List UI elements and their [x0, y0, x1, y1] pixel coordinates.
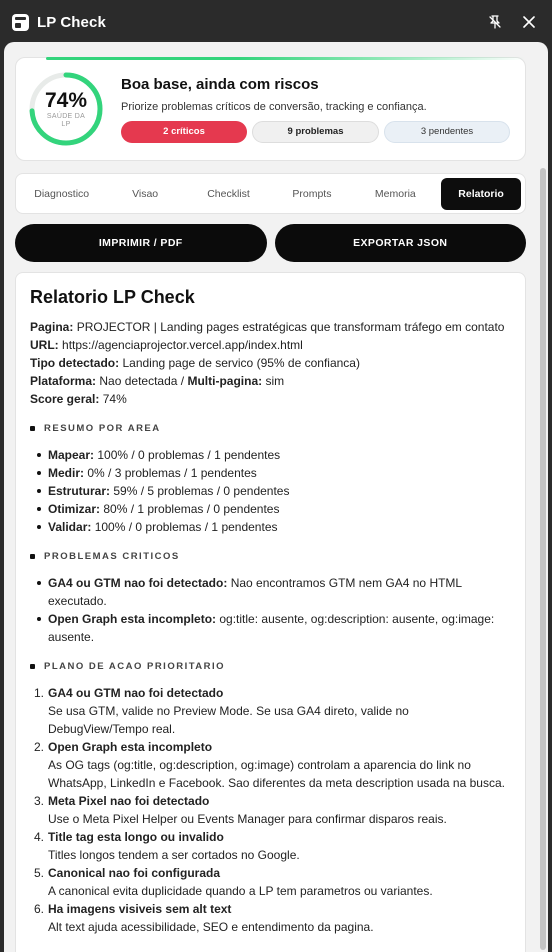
- list-item: 2. Open Graph esta incompleto As OG tags (og:title, og:description, og:image) controlam a aparencia do link no WhatsApp, LinkedIn e Facebook. Sao diferentes da meta description usada na busca.: [34, 740, 505, 790]
- scroll-content: [4, 42, 536, 952]
- score-subtitle: Priorize problemas críticos de conversão, tracking e confiança.: [121, 100, 427, 113]
- health-ring: [28, 71, 104, 147]
- tab-diagnostico[interactable]: Diagnostico: [34, 187, 90, 200]
- meta-score: Score geral: 74%: [30, 392, 127, 406]
- section-bullet-icon: [30, 426, 35, 431]
- list-item: Medir: 0% / 3 problemas / 1 pendentes: [34, 464, 511, 482]
- health-label: SAÚDE DA LP: [46, 113, 86, 128]
- meta-url: URL: https://agenciaprojector.vercel.app/index.html: [30, 338, 303, 352]
- section-bullet-icon: [30, 664, 35, 669]
- unpin-button[interactable]: [484, 11, 506, 33]
- print-pdf-button[interactable]: IMPRIMIR / PDF: [15, 224, 267, 262]
- title-bar: [0, 0, 552, 44]
- report-title: Relatorio LP Check: [30, 287, 195, 307]
- list-item: 6. Ha imagens visiveis sem alt text Alt text ajuda acessibilidade, SEO e entendimento da pagina.: [34, 902, 374, 934]
- list-item: Otimizar: 80% / 1 problemas / 0 pendentes: [34, 500, 511, 518]
- meta-platform: Plataforma: Nao detectada / Multi-pagina: sim: [30, 374, 285, 388]
- tab-bar: [15, 173, 526, 214]
- problems-badge[interactable]: 9 problemas: [252, 121, 379, 143]
- action-plan-list: [30, 684, 511, 936]
- export-json-button[interactable]: EXPORTAR JSON: [275, 224, 527, 262]
- pending-badge[interactable]: 3 pendentes: [384, 121, 510, 143]
- list-item: Mapear: 100% / 0 problemas / 1 pendentes: [34, 446, 511, 464]
- tab-relatorio[interactable]: Relatorio: [441, 178, 521, 210]
- report-panel: [15, 272, 526, 952]
- scrollbar[interactable]: [540, 168, 546, 950]
- list-item: Open Graph esta incompleto: og:title: ausente, og:description: ausente, og:image: ausente.: [34, 610, 511, 646]
- plan-section-header: PLANO DE ACAO PRIORITARIO: [30, 661, 511, 672]
- tab-prompts[interactable]: Prompts: [292, 187, 332, 200]
- list-item: 5. Canonical nao foi configurada A canonical evita duplicidade quando a LP tem parametros ou variantes.: [34, 866, 433, 898]
- meta-type: Tipo detectado: Landing page de servico (95% de confianca): [30, 356, 360, 370]
- tab-checklist[interactable]: Checklist: [207, 187, 250, 200]
- meta-page: Pagina: PROJECTOR | Landing pages estratégicas que transformam tráfego em contato: [30, 320, 505, 334]
- summary-section-header: RESUMO POR AREA: [30, 423, 511, 434]
- scrollbar-thumb[interactable]: [540, 168, 546, 950]
- list-item: 1. GA4 ou GTM nao foi detectado Se usa GTM, valide no Preview Mode. Se usa GA4 direto, valide no DebugView/Tempo real.: [34, 686, 409, 736]
- health-percent: 74%: [44, 89, 88, 112]
- main-panel: [4, 42, 548, 952]
- tab-visao[interactable]: Visao: [132, 187, 159, 200]
- summary-list: [30, 446, 511, 536]
- close-button[interactable]: [518, 11, 540, 33]
- app-logo-icon: [12, 14, 29, 31]
- report-url-link[interactable]: https://agenciaprojector.vercel.app/index.html: [62, 338, 303, 352]
- list-item: GA4 ou GTM nao foi detectado: Nao encontramos GTM nem GA4 no HTML executado.: [34, 574, 511, 610]
- list-item: Estruturar: 59% / 5 problemas / 0 pendentes: [34, 482, 511, 500]
- close-icon: [523, 16, 535, 28]
- window-title: LP Check: [37, 13, 106, 31]
- critical-badge[interactable]: 2 críticos: [121, 121, 247, 143]
- critical-section-header: PROBLEMAS CRITICOS: [30, 551, 511, 562]
- unpin-icon: [488, 15, 502, 29]
- critical-list: [30, 574, 511, 646]
- report-actions: [15, 224, 526, 262]
- tab-memoria[interactable]: Memoria: [374, 187, 416, 200]
- list-item: 4. Title tag esta longo ou invalido Titles longos tendem a ser cortados no Google.: [34, 830, 300, 862]
- section-bullet-icon: [30, 554, 35, 559]
- score-card: [15, 57, 526, 161]
- score-accent-line: [46, 57, 525, 60]
- list-item: 3. Meta Pixel nao foi detectado Use o Meta Pixel Helper ou Events Manager para confirmar disparos reais.: [34, 794, 447, 826]
- score-headline: Boa base, ainda com riscos: [121, 75, 319, 93]
- list-item: Validar: 100% / 0 problemas / 1 pendentes: [34, 518, 511, 536]
